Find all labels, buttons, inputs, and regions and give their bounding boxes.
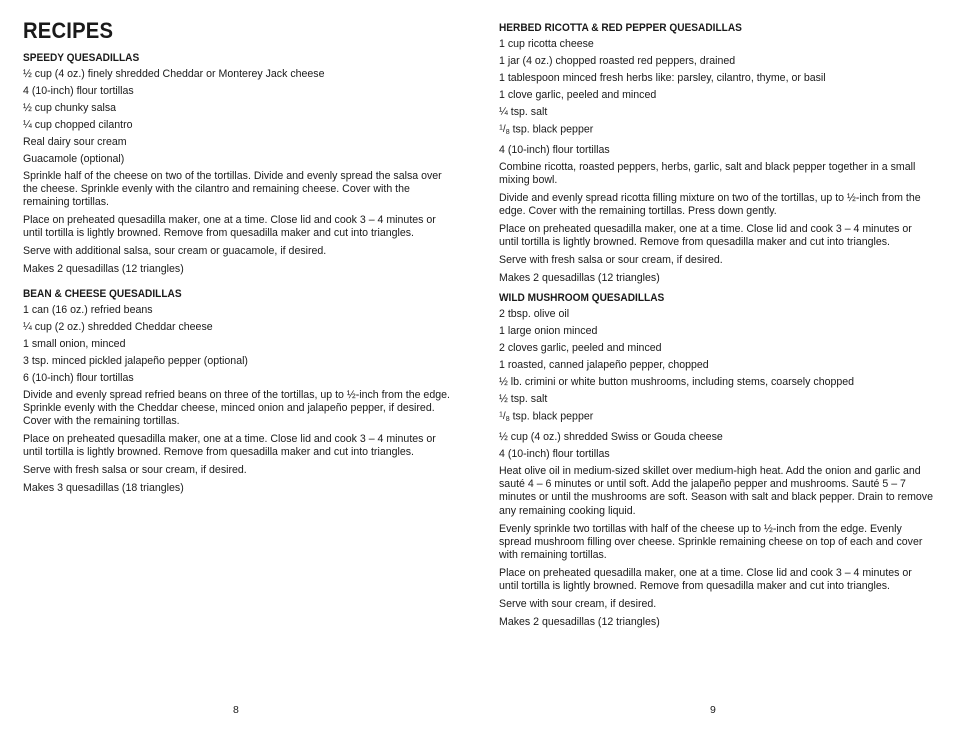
recipe-title: HERBED RICOTTA & RED PEPPER QUESADILLAS bbox=[499, 22, 742, 34]
instruction-paragraph: Serve with fresh salsa or sour cream, if desired. bbox=[23, 464, 247, 477]
ingredient-line: ¼ tsp. salt bbox=[499, 105, 548, 118]
instruction-paragraph: Heat olive oil in medium-sized skillet over medium-high heat. Add the onion and garlic and sauté 4 – 6 minutes or until soft. Add the jalapeño pepper and mushrooms. Sauté 5 – 7 minutes or until the mushrooms are soft. Season with salt and black pepper. Drain to remove any remaining cooking liquid. bbox=[499, 465, 933, 517]
yield-line: Makes 2 quesadillas (12 triangles) bbox=[499, 615, 660, 628]
recipe-title: SPEEDY QUESADILLAS bbox=[23, 52, 140, 64]
ingredient-line: 1 jar (4 oz.) chopped roasted red peppers, drained bbox=[499, 54, 736, 67]
instruction-paragraph: Evenly sprinkle two tortillas with half of the cheese up to ½-inch from the edge. Evenly spread mushroom filling over cheese. Sprinkle remaining cheese on top of each and cover with remaining tortillas. bbox=[499, 522, 923, 561]
ingredient-line: 4 (10-inch) flour tortillas bbox=[499, 144, 610, 157]
instruction-paragraph: Serve with fresh salsa or sour cream, if desired. bbox=[499, 254, 723, 267]
recipe-speedy-quesadillas bbox=[23, 52, 453, 281]
ingredient-line: 3 tsp. minced pickled jalapeño pepper (optional) bbox=[23, 354, 248, 367]
instruction-paragraph: Place on preheated quesadilla maker, one at a time. Close lid and cook 3 – 4 minutes or until tortilla is lightly browned. Remove from quesadilla maker and cut into triangles. bbox=[23, 214, 436, 240]
recipe-wild-mushroom-quesadillas bbox=[499, 292, 933, 634]
ingredient-line: 2 tbsp. olive oil bbox=[499, 308, 570, 320]
recipe-bean-cheese-quesadillas bbox=[23, 288, 453, 500]
ingredient-line: 1 cup ricotta cheese bbox=[499, 38, 594, 50]
ingredient-line: ½ cup (4 oz.) shredded Swiss or Gouda cheese bbox=[499, 431, 723, 444]
ingredient-line: Real dairy sour cream bbox=[23, 135, 127, 148]
instruction-paragraph: Combine ricotta, roasted peppers, herbs, garlic, salt and black pepper together in a small mixing bowl. bbox=[499, 161, 916, 187]
ingredient-line: 1 can (16 oz.) refried beans bbox=[23, 304, 153, 316]
ingredient-line: ½ cup (4 oz.) finely shredded Cheddar or Monterey Jack cheese bbox=[23, 68, 325, 80]
instruction-paragraph: Serve with sour cream, if desired. bbox=[499, 597, 657, 610]
ingredient-line: 4 (10-inch) flour tortillas bbox=[499, 448, 610, 461]
page-title: RECIPES bbox=[23, 18, 114, 43]
page-right bbox=[499, 0, 933, 738]
instruction-paragraph: Place on preheated quesadilla maker, one at a time. Close lid and cook 3 – 4 minutes or until tortilla is lightly browned. Remove from quesadilla maker and cut into triangles. bbox=[499, 223, 912, 249]
instruction-paragraph: Place on preheated quesadilla maker, one at a time. Close lid and cook 3 – 4 minutes or until tortilla is lightly browned. Remove from quesadilla maker and cut into triangles. bbox=[23, 433, 436, 459]
instruction-paragraph: Divide and evenly spread ricotta filling mixture on two of the tortillas, up to ½-inch from the edge. Cover with the remaining tortillas. Press down gently. bbox=[499, 192, 921, 218]
ingredient-line: 1 clove garlic, peeled and minced bbox=[499, 88, 657, 101]
ingredient-line: 1 roasted, canned jalapeño pepper, chopped bbox=[499, 358, 709, 371]
instruction-paragraph: Divide and evenly spread refried beans on three of the tortillas, up to ½-inch from the edge. Sprinkle evenly with the Cheddar cheese, minced onion and jalapeño pepper, if desired. Cover with the remaining tortillas. bbox=[23, 388, 450, 428]
ingredient-line: ¼ cup (2 oz.) shredded Cheddar cheese bbox=[23, 320, 213, 333]
ingredient-line: 4 (10-inch) flour tortillas bbox=[23, 84, 134, 97]
ingredient-line: $^1/_8$ tsp. black pepper bbox=[499, 410, 594, 424]
recipe-title: BEAN & CHEESE QUESADILLAS bbox=[23, 288, 182, 300]
instruction-paragraph: Sprinkle half of the cheese on two of the tortillas. Divide and evenly spread the salsa over the cheese. Sprinkle evenly with the cilantro and remaining cheese. Cover with the remaining tortillas. bbox=[23, 169, 442, 209]
yield-line: Makes 2 quesadillas (12 triangles) bbox=[499, 272, 660, 285]
page-left bbox=[23, 0, 453, 738]
ingredient-line: 1 tablespoon minced fresh herbs like: parsley, cilantro, thyme, or basil bbox=[499, 71, 826, 84]
yield-line: Makes 2 quesadillas (12 triangles) bbox=[23, 263, 184, 276]
ingredient-line: ½ tsp. salt bbox=[499, 392, 548, 405]
yield-line: Makes 3 quesadillas (18 triangles) bbox=[23, 482, 184, 495]
ingredient-line: 2 cloves garlic, peeled and minced bbox=[499, 341, 662, 354]
ingredient-line: 6 (10-inch) flour tortillas bbox=[23, 371, 134, 384]
page-number: 8 bbox=[233, 704, 239, 716]
ingredient-line: Guacamole (optional) bbox=[23, 152, 125, 165]
recipe-herbed-ricotta-quesadillas bbox=[499, 22, 933, 290]
ingredient-line: ½ cup chunky salsa bbox=[23, 101, 117, 114]
ingredient-line: ¼ cup chopped cilantro bbox=[23, 118, 133, 131]
ingredient-line: $^1/_8$ tsp. black pepper bbox=[499, 123, 594, 137]
page-number: 9 bbox=[710, 704, 716, 716]
ingredient-line: 1 small onion, minced bbox=[23, 337, 126, 350]
ingredient-line: 1 large onion minced bbox=[499, 324, 598, 337]
ingredient-line: ½ lb. crimini or white button mushrooms, including stems, coarsely chopped bbox=[499, 375, 855, 388]
recipe-title: WILD MUSHROOM QUESADILLAS bbox=[499, 292, 665, 304]
instruction-paragraph: Serve with additional salsa, sour cream or guacamole, if desired. bbox=[23, 245, 327, 258]
instruction-paragraph: Place on preheated quesadilla maker, one at a time. Close lid and cook 3 – 4 minutes or until tortilla is lightly browned. Remove from quesadilla maker and cut into triangles. bbox=[499, 566, 912, 593]
